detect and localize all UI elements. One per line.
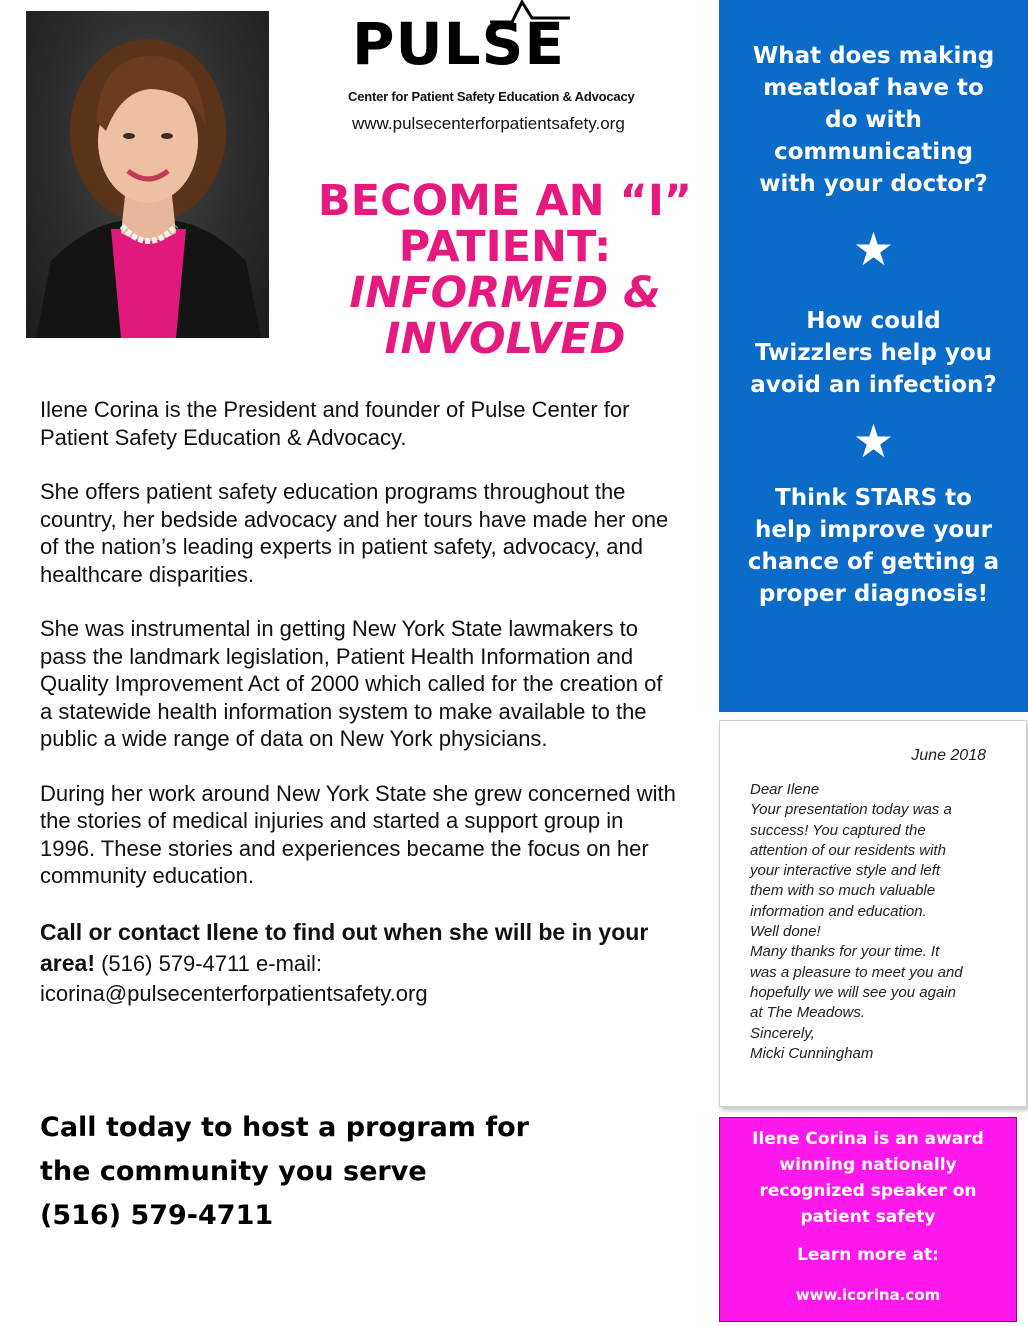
question-line: do with (825, 107, 922, 133)
award-line: Ilene Corina is an award (752, 1129, 984, 1149)
headline-line: PATIENT: (398, 222, 612, 272)
pulse-logo (340, 0, 670, 140)
letter-line: was a pleasure to meet you and (750, 963, 963, 981)
cta-line: the community you serve (40, 1156, 427, 1187)
page-headline (300, 178, 710, 362)
bio-section (40, 396, 680, 1009)
testimonial-letter (719, 720, 1027, 1107)
speaker-photo (26, 11, 269, 338)
question-line: avoid an infection? (750, 372, 997, 398)
logo-wordmark: PULSE (352, 10, 565, 78)
letter-line: your interactive style and left (750, 862, 941, 880)
question-line: How could (806, 308, 941, 334)
question-line: with your doctor? (759, 171, 988, 197)
question-line: chance of getting a (747, 549, 1000, 575)
award-box (719, 1117, 1017, 1322)
call-to-action (40, 1106, 529, 1238)
question-line: Think STARS to (775, 485, 972, 511)
question-line: Twizzlers help you (754, 340, 993, 366)
bio-paragraph: Ilene Corina is the President and founder of Pulse Center for Patient Safety Education & Advocacy. (40, 397, 630, 450)
headline-line: INVOLVED (384, 314, 626, 364)
question-line: proper diagnosis! (758, 581, 989, 607)
star-icon: ★ (852, 222, 895, 276)
learn-more-label: Learn more at: (797, 1245, 939, 1265)
question-line: communicating (774, 139, 973, 165)
headline-line: BECOME AN “I” (317, 176, 693, 226)
letter-date: June 2018 (911, 747, 986, 764)
letter-line: Sincerely, (750, 1024, 815, 1042)
letter-line: them with so much valuable (750, 882, 936, 900)
headline-line: INFORMED & (349, 268, 661, 318)
questions-box (719, 0, 1028, 712)
letter-line: attention of our residents with (750, 841, 946, 859)
star-icon: ★ (852, 414, 895, 468)
contact-phone: (516) 579-4711 e-mail: (94, 950, 323, 976)
letter-line: information and education. (750, 902, 927, 920)
award-line: winning nationally (779, 1155, 957, 1175)
bio-paragraph: She offers patient safety education programs throughout the country, her bedside advocacy and her tours have made her one of the nation’s leading experts in patient safety, advocacy, and healthcare disparities. (40, 479, 669, 587)
logo-subtitle: Center for Patient Safety Education & Advocacy (348, 89, 635, 104)
contact-email-link[interactable]: icorina@pulsecenterforpatientsafety.org (40, 980, 428, 1006)
letter-line: Many thanks for your time. It (750, 943, 940, 961)
award-line: recognized speaker on (759, 1181, 977, 1201)
letter-line: Micki Cunningham (750, 1044, 874, 1062)
letter-line: Dear Ilene (750, 781, 820, 798)
letter-line: at The Meadows. (750, 1004, 866, 1022)
contact-callout: Call or contact Ilene to find out when she will be in your area! (40, 918, 649, 976)
letter-body (750, 780, 1000, 1064)
contact-block (40, 917, 680, 1009)
icorina-link[interactable]: www.icorina.com (795, 1286, 941, 1304)
bio-paragraph: She was instrumental in getting New York State lawmakers to pass the landmark legislation, Patient Health Information and Quality Improvement Act of 2000 which called for the creation of a statewide health information system to make available to the public a wide range of data on New York physicians. (40, 616, 663, 751)
question-line: What does making (752, 43, 995, 69)
cta-phone: (516) 579-4711 (40, 1200, 274, 1231)
question-meatloaf (719, 40, 1028, 200)
letter-line: Your presentation today was a (750, 801, 952, 819)
letter-line: Well done! (750, 923, 821, 941)
question-line: help improve your (755, 517, 992, 543)
website-link[interactable]: www.pulsecenterforpatientsafety.org (352, 114, 625, 133)
award-line: patient safety (800, 1207, 936, 1227)
question-line: meatloaf have to (763, 75, 984, 101)
bio-paragraph: During her work around New York State she grew concerned with the stories of medical injuries and started a support group in 1996. These stories and experiences became the focus on her community education. (40, 780, 676, 888)
portrait-illustration (26, 11, 269, 338)
question-twizzlers (719, 305, 1028, 401)
letter-line: success! You captured the (750, 821, 926, 839)
question-stars (719, 482, 1028, 610)
cta-line: Call today to host a program for (40, 1112, 529, 1143)
letter-line: hopefully we will see you again (750, 983, 956, 1001)
